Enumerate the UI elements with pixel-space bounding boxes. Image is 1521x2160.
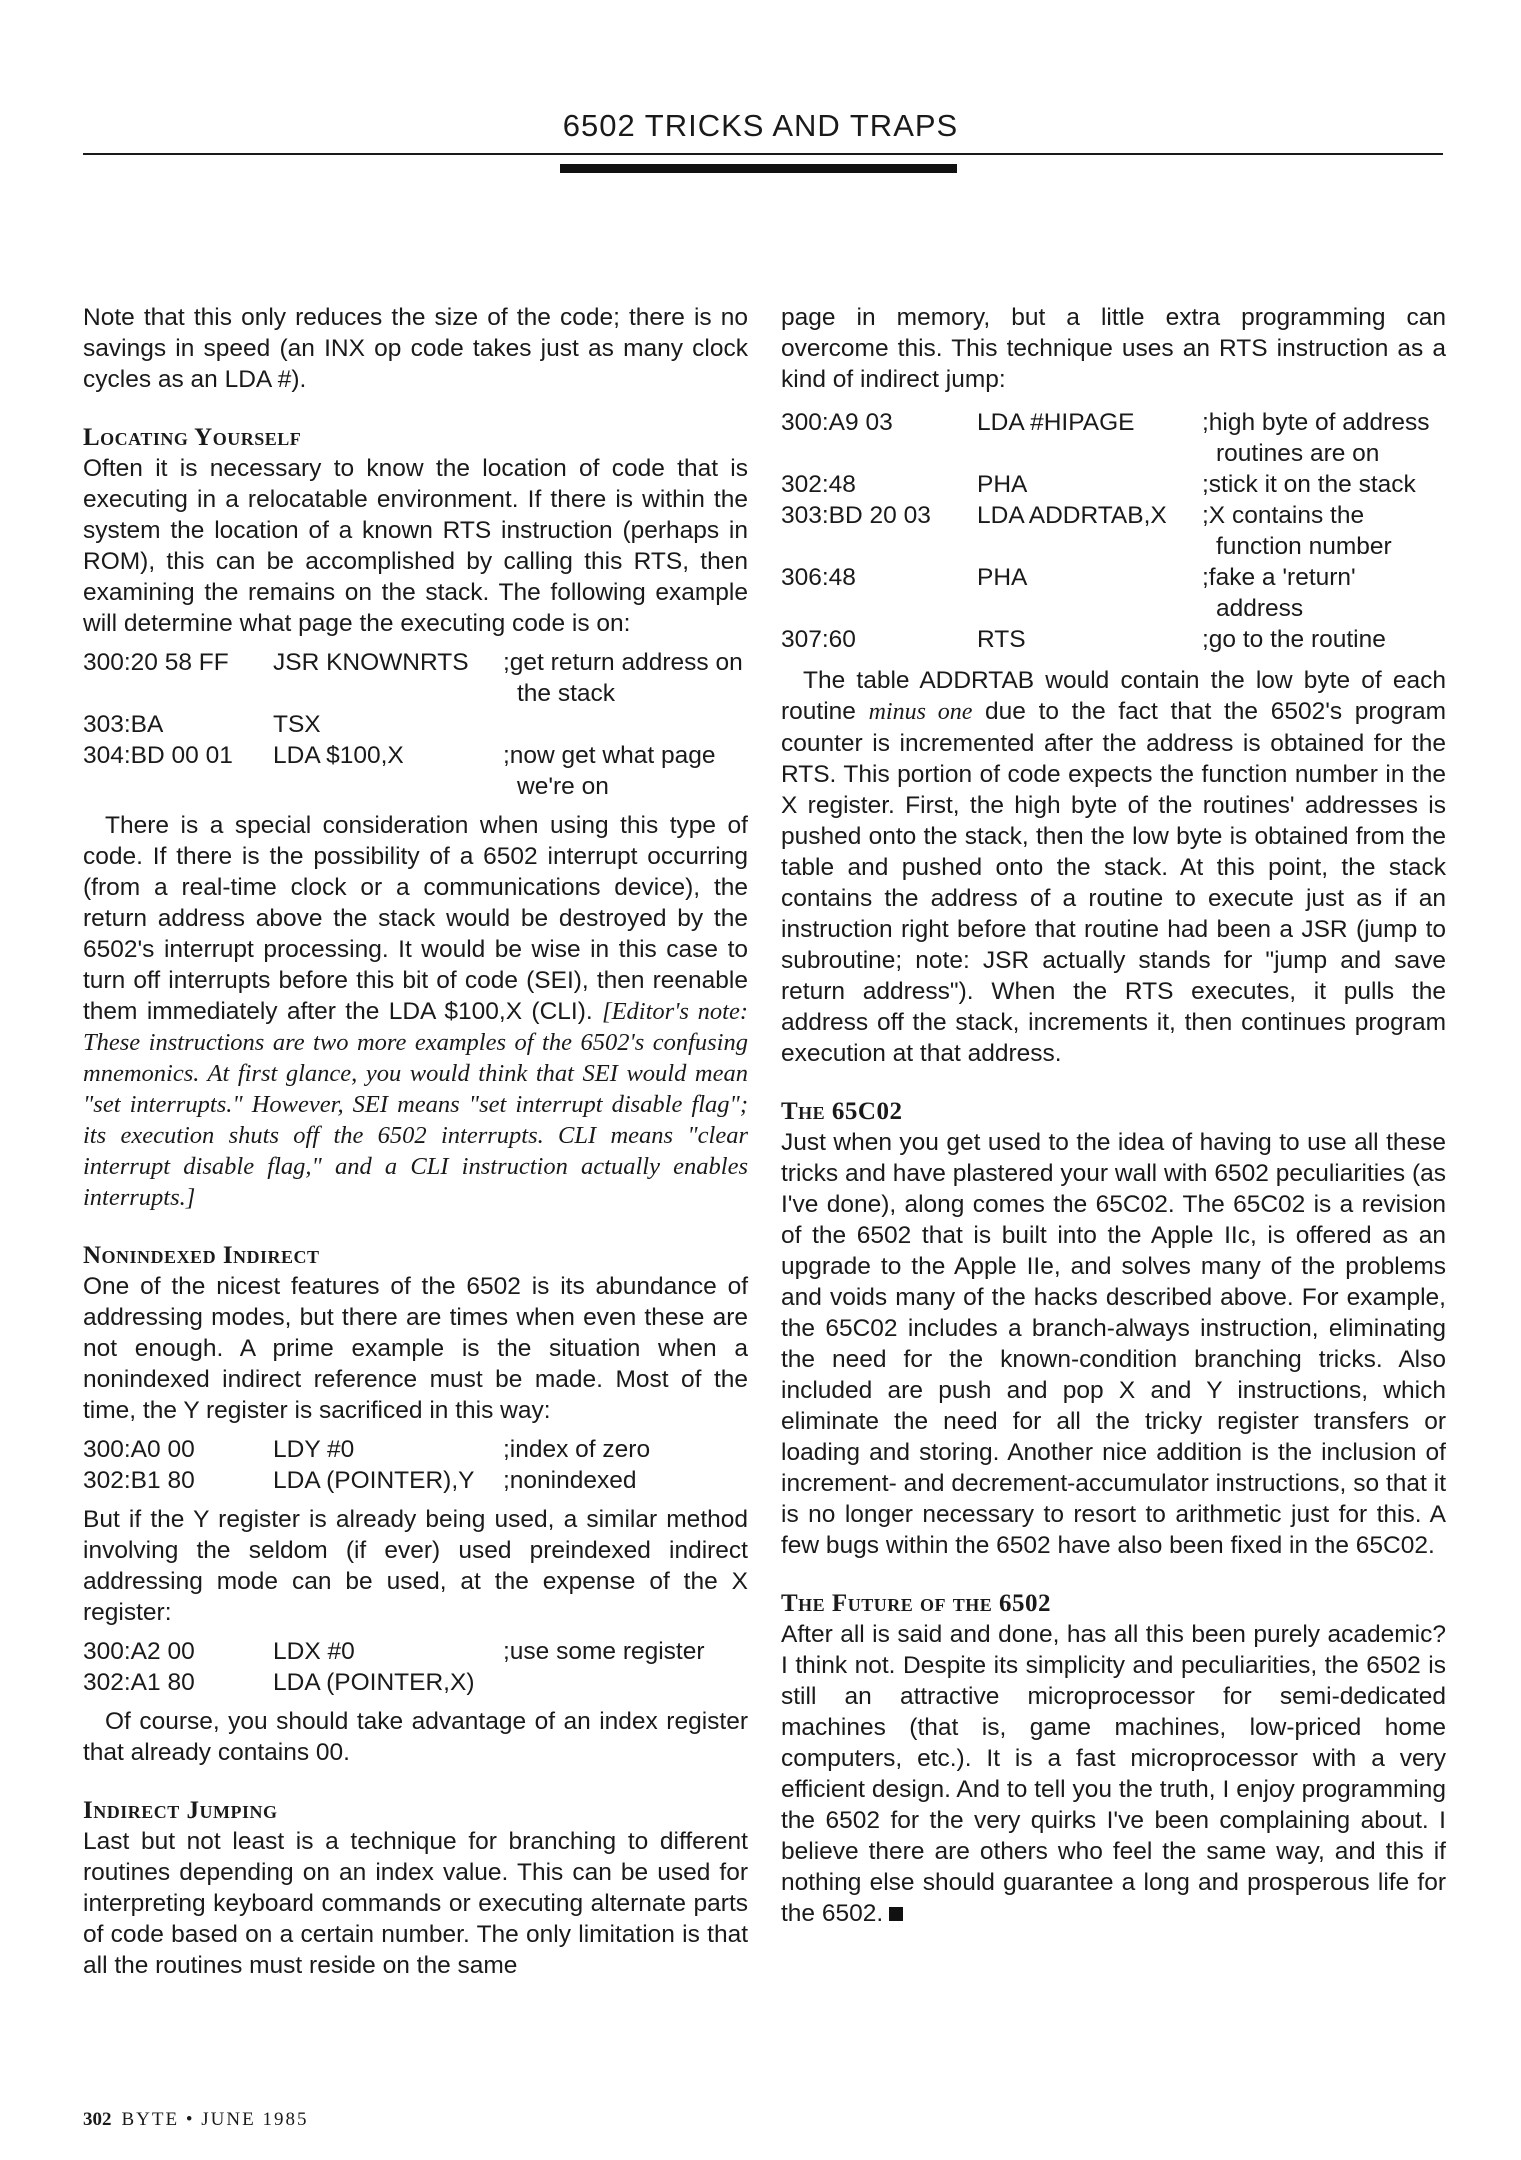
section-heading-locating: Locating Yourself bbox=[83, 424, 302, 451]
code-comment: ;use some register bbox=[503, 1638, 705, 1665]
code-instruction: LDX #0 bbox=[273, 1638, 355, 1665]
intro-paragraph: Note that this only reduces the size of the code; there is no savings in speed (an INX op code takes just as many clock cycles as an LDA #). bbox=[83, 304, 748, 393]
indirect-paragraph: Last but not least is a technique for branching to different routines depending on an index value. This can be used for interpreting keyboard commands or executing alternate parts of code based on a certain number. The only limitation is that all the routines must reside on the same bbox=[83, 1828, 748, 1979]
code-address: 307:60 bbox=[781, 626, 856, 653]
code-address: 304:BD 00 01 bbox=[83, 742, 233, 769]
code-line bbox=[781, 407, 1446, 469]
section-heading-65c02: The 65C02 bbox=[781, 1098, 903, 1125]
left-column bbox=[83, 302, 748, 1981]
section-heading-indirect: Indirect Jumping bbox=[83, 1797, 278, 1824]
header-rule bbox=[83, 153, 1443, 155]
future-paragraph-text: After all is said and done, has all this been purely academic? I think not. Despite its simplicity and peculiarities, the 6502 is still an attractive microprocessor for semi-dedicated machines (that is, game machines, low-priced home computers, etc.). It is a fast microprocessor with a very efficient design. And to tell you the truth, I enjoy programming the 6502 for the very quirks I've been complaining about. I believe there are others who feel the same way, and this if nothing else should guarantee a long and prosperous life for the 6502. bbox=[781, 1621, 1446, 1927]
code-instruction: LDA #HIPAGE bbox=[977, 409, 1135, 436]
code-instruction: LDA (POINTER),Y bbox=[273, 1467, 475, 1494]
code-instruction: JSR KNOWNRTS bbox=[273, 649, 469, 676]
page-paragraph: page in memory, but a little extra programming can overcome this. This technique uses an RTS instruction as a kind of indirect jump: bbox=[781, 304, 1446, 393]
emphasis: minus one bbox=[868, 699, 973, 725]
code-listing-locating bbox=[83, 647, 748, 802]
code-comment: ;now get what page we're on bbox=[503, 742, 716, 800]
code-line bbox=[83, 1636, 705, 1667]
code-comment: ;stick it on the stack bbox=[1202, 471, 1416, 498]
code-line bbox=[83, 740, 748, 802]
code-comment: ;fake a 'return' address bbox=[1202, 564, 1356, 622]
code-listing-indirect-jump bbox=[781, 407, 1446, 655]
code-address: 300:A9 03 bbox=[781, 409, 893, 436]
code-line bbox=[83, 709, 748, 740]
code-line bbox=[83, 647, 748, 709]
page-number: 302 bbox=[83, 2109, 112, 2130]
code-comment: ;high byte of address routines are on bbox=[1202, 409, 1430, 467]
page-footer bbox=[83, 2109, 308, 2131]
of-course-paragraph: Of course, you should take advantage of an index register that already contains 00. bbox=[83, 1708, 748, 1766]
page-title: 6502 TRICKS AND TRAPS bbox=[562, 108, 959, 143]
section-heading-future: The Future of the 6502 bbox=[781, 1590, 1051, 1617]
code-comment: ;get return address on the stack bbox=[503, 649, 743, 707]
code-address: 302:B1 80 bbox=[83, 1467, 195, 1494]
code-address: 300:A2 00 bbox=[83, 1638, 195, 1665]
code-line bbox=[781, 469, 1446, 500]
code-instruction: LDA ADDRTAB,X bbox=[977, 502, 1167, 529]
65c02-paragraph: Just when you get used to the idea of having to use all these tricks and have plastered your wall with 6502 peculiarities (as I've done), along comes the 65C02. The 65C02 is a revision of the 6502 that is built into the Apple IIc, is offered as an upgrade to the Apple IIe, and solves many of the problems and voids many of the hacks described above. For example, the 65C02 includes a branch-always instruction, eliminating the need for the known-condition branching tricks. Also included are push and pop X and Y instructions, which eliminate the need for all the tricky register transfers or loading and storing. Another nice addition is the inclusion of increment- and decrement-accumulator instructions, so that it is no longer necessary to resort to arithmetic just for this. A few bugs within the 6502 have also been fixed in the 65C02. bbox=[781, 1129, 1446, 1559]
code-address: 303:BD 20 03 bbox=[781, 502, 931, 529]
code-listing-nonindexed-x bbox=[83, 1636, 705, 1698]
code-comment: ;X contains the function number bbox=[1202, 502, 1392, 560]
code-line bbox=[83, 1667, 705, 1698]
header-bar bbox=[560, 164, 957, 173]
code-address: 300:A0 00 bbox=[83, 1436, 195, 1463]
code-address: 300:20 58 FF bbox=[83, 649, 229, 676]
code-instruction: TSX bbox=[273, 711, 321, 738]
code-address: 302:A1 80 bbox=[83, 1669, 195, 1696]
nonindexed-paragraph: One of the nicest features of the 6502 is its abundance of addressing modes, but there are times when even these are not enough. A prime example is the situation when a nonindexed indirect reference must be made. Most of the time, the Y register is sacrificed in this way: bbox=[83, 1273, 748, 1424]
code-line bbox=[83, 1434, 650, 1465]
code-comment: ;index of zero bbox=[503, 1436, 651, 1463]
code-instruction: RTS bbox=[977, 626, 1026, 653]
code-comment: ;go to the routine bbox=[1202, 626, 1386, 653]
code-comment bbox=[517, 1667, 705, 1698]
code-comment: ;nonindexed bbox=[503, 1467, 637, 1494]
code-address: 306:48 bbox=[781, 564, 856, 591]
but-if-paragraph: But if the Y register is already being used, a similar method involving the seldom (if ever) used preindexed indirect addressing mode can be used, at the expense of the X register: bbox=[83, 1506, 748, 1626]
code-instruction: LDA (POINTER,X) bbox=[273, 1669, 475, 1696]
code-address: 303:BA bbox=[83, 711, 164, 738]
special-consideration-paragraph bbox=[83, 810, 748, 1213]
special-consideration-text: There is a special consideration when using this type of code. If there is the possibility of a 6502 interrupt occurring (from a real-time clock or a communications device), the return address above the stack would be destroyed by the 6502's interrupt processing. It would be wise in this case to turn off interrupts before this bit of code (SEI), then reenable them immediately after the LDA $100,X (CLI). bbox=[83, 812, 748, 1025]
locating-paragraph: Often it is necessary to know the location of code that is executing in a relocatable environment. If there is within the system the location of a known RTS instruction (perhaps in ROM), this can be accomplished by calling this RTS, then examining the remains on the stack. The following example will determine what page the executing code is on: bbox=[83, 455, 748, 637]
code-listing-nonindexed-y bbox=[83, 1434, 650, 1496]
code-line bbox=[83, 1465, 650, 1496]
future-paragraph bbox=[781, 1619, 1446, 1929]
code-address: 302:48 bbox=[781, 471, 856, 498]
editor-note: [Editor's note: These instructions are two more examples of the 6502's confusing mnemonics. At first glance, you would think that SEI would mean "set interrupts." However, SEI means "set interrupt disable flag"; its execution shuts off the 6502 interrupts. CLI means "clear interrupt disable flag," and a CLI instruction actually enables interrupts.] bbox=[83, 998, 748, 1211]
code-instruction: LDA $100,X bbox=[273, 742, 404, 769]
section-heading-nonindexed: Nonindexed Indirect bbox=[83, 1242, 320, 1269]
code-instruction: LDY #0 bbox=[273, 1436, 355, 1463]
code-line bbox=[781, 500, 1446, 562]
code-instruction: PHA bbox=[977, 564, 1028, 591]
code-instruction: PHA bbox=[977, 471, 1028, 498]
end-of-article-mark bbox=[889, 1907, 903, 1921]
code-line bbox=[781, 562, 1446, 624]
right-column bbox=[781, 302, 1446, 1929]
code-line bbox=[781, 624, 1446, 655]
code-comment bbox=[517, 709, 748, 740]
publication-line: BYTE • JUNE 1985 bbox=[121, 2109, 309, 2130]
table-paragraph bbox=[781, 665, 1446, 1069]
table-paragraph-text: The table ADDRTAB would contain the low byte of each routine minus one due to the fact that the 6502's program counter is incremented after the address is obtained for the RTS. This portion of code expects the function number in the X register. First, the high byte of the routines' addresses is pushed onto the stack, then the low byte is obtained from the table and pushed onto the stack. At this point, the stack contains the address of a routine to execute just as if an instruction right before that routine had been a JSR (jump to subroutine; note: JSR actually stands for "jump and save return address"). When the RTS executes, it pulls the address off the stack, increments it, then continues program execution at that address. bbox=[781, 667, 1447, 1067]
